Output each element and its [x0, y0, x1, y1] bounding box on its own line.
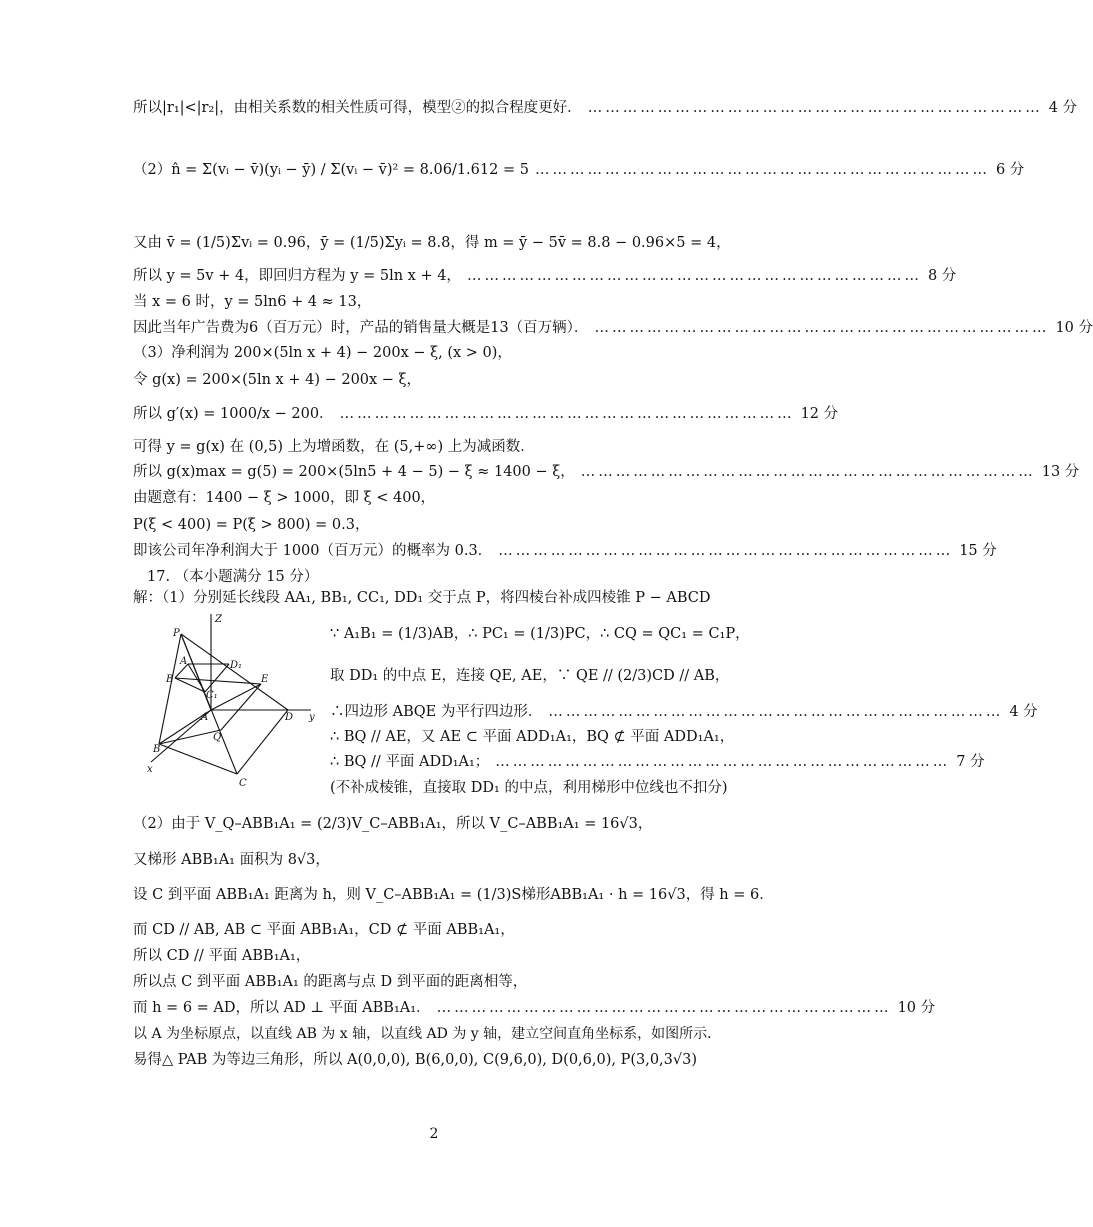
text-line: [133, 404, 839, 424]
page-number: 2: [429, 1126, 439, 1142]
text-line: [133, 1050, 741, 1070]
line-text: (不补成棱锥，直接取 DD₁ 的中点，利用梯形中位线也不扣分): [330, 780, 728, 796]
line-text: （2）n̂ = Σ(vᵢ − v̄)(yᵢ − ȳ) / Σ(vᵢ − v̄)² = 8.06/1.612 = 5: [133, 162, 529, 178]
label-b: B: [153, 744, 161, 755]
label-a1: A: [180, 656, 188, 667]
text-line: [133, 588, 741, 608]
line-text: ∴四边形 ABQE 为平行四边形．: [330, 704, 543, 720]
label-c: C: [239, 778, 247, 789]
text-line: [133, 920, 741, 940]
text-line: [133, 318, 1093, 338]
edge-bq: [159, 730, 221, 744]
text-line: [133, 885, 774, 905]
line-text: 所以 g′(x) = 1000/x − 200．: [133, 406, 334, 422]
text-line: [133, 541, 997, 561]
line-text: ∴ BQ // AE，又 AE ⊂ 平面 ADD₁A₁，BQ ⊄ 平面 ADD₁A₁，: [330, 729, 735, 745]
label-c1: C₁: [206, 690, 218, 701]
leader-dots: ……………………………………………………………………: [580, 464, 1036, 480]
line-text: 当 x = 6 时，y = 5ln6 + 4 ≈ 13，: [133, 294, 372, 310]
text-line: [133, 1024, 741, 1044]
text-line: [133, 98, 1078, 118]
label-x: x: [147, 764, 153, 775]
text-line: [133, 814, 741, 834]
line-text: 又由 v̄ = (1/5)Σvᵢ = 0.96，ȳ = (1/5)Σyᵢ = 8.8，得 m = ȳ − 5v̄ = 8.8 − 0.96×5 = 4，: [133, 235, 731, 251]
line-text: 易得△ PAB 为等边三角形，所以 A(0,0,0), B(6,0,0), C(9,6,0), D(0,6,0), P(3,0,3√3): [133, 1052, 698, 1068]
leader-dots: ……………………………………………………………………: [594, 320, 1050, 336]
text-line: [133, 343, 741, 363]
text-line: [133, 266, 957, 286]
label-z: Z: [215, 614, 222, 625]
edge-pb: [159, 634, 181, 744]
text-line: [133, 437, 741, 457]
text-line: [133, 515, 741, 535]
label-b1: B: [166, 674, 174, 685]
text-line: [330, 624, 750, 644]
formula-line: [133, 160, 1025, 180]
text-line: [330, 666, 741, 686]
line-text: 令 g(x) = 200×(5ln x + 4) − 200x − ξ，: [133, 372, 422, 388]
leader-dots: ……………………………………………………………………: [436, 1000, 892, 1016]
text-line: [133, 998, 936, 1018]
line-text: 而 CD // AB, AB ⊂ 平面 ABB₁A₁，CD ⊄ 平面 ABB₁A₁，: [133, 922, 515, 938]
text-line: [330, 727, 741, 747]
line-text: 即该公司年净利润大于 1000（百万元）的概率为 0.3．: [133, 543, 493, 559]
line-text: 由题意有：1400 − ξ > 1000，即 ξ < 400，: [133, 490, 436, 506]
score-label: 4 分: [1009, 704, 1038, 720]
edge-bc: [159, 744, 237, 774]
score-label: 15 分: [959, 543, 997, 559]
label-q: Q: [213, 732, 222, 743]
score-label: 6 分: [995, 162, 1025, 178]
score-label: 12 分: [800, 406, 839, 422]
label-d1: D₁: [230, 660, 243, 671]
score-label: 10 分: [897, 1000, 936, 1016]
leader-dots: ……………………………………………………………………: [587, 100, 1043, 116]
text-line: [133, 972, 741, 992]
note-line: [330, 778, 750, 798]
leader-dots: ……………………………………………………………………: [495, 754, 951, 770]
score-label: 13 分: [1041, 464, 1080, 480]
line-text: ∴ BQ // 平面 ADD₁A₁；: [330, 754, 490, 770]
line-text: 取 DD₁ 的中点 E，连接 QE, AE，∵ QE // (2/3)CD // AB，: [330, 668, 730, 684]
text-line: [133, 462, 1080, 482]
line-text: 所以 y = 5v + 4，即回归方程为 y = 5ln x + 4，: [133, 268, 461, 284]
leader-dots: ……………………………………………………………………: [548, 704, 1004, 720]
line-text: 设 C 到平面 ABB₁A₁ 距离为 h，则 V_C–ABB₁A₁ = (1/3)S梯形ABB₁A₁ · h = 16√3，得 h = 6．: [133, 887, 774, 903]
text-line: [133, 370, 741, 390]
line-text: 解：（1）分别延长线段 AA₁, BB₁, CC₁, DD₁ 交于点 P，将四棱台补成四棱锥 P − ABCD: [133, 590, 711, 606]
edge-cd: [237, 710, 288, 774]
label-e: E: [261, 674, 269, 685]
leader-dots: ……………………………………………………………………: [339, 406, 795, 422]
line-text: 又梯形 ABB₁A₁ 面积为 8√3，: [133, 852, 330, 868]
edge-c1d1: [205, 664, 229, 692]
label-y: y: [309, 712, 315, 723]
line-text: 可得 y = g(x) 在 (0,5) 上为增函数，在 (5,+∞) 上为减函数．: [133, 439, 535, 455]
leader-dots: ……………………………………………………………………: [534, 162, 990, 178]
text-line: [330, 752, 985, 772]
line-text: 所以点 C 到平面 ABB₁A₁ 的距离与点 D 到平面的距离相等，: [133, 974, 528, 990]
line-text: 所以|r₁|<|r₂|，由相关系数的相关性质可得，模型②的拟合程度更好．: [133, 100, 582, 116]
text-line: [133, 488, 741, 508]
label-d: D: [285, 712, 294, 723]
question-heading: 17. （本小题满分 15 分）: [147, 569, 319, 585]
line-text: 所以 CD // 平面 ABB₁A₁，: [133, 948, 311, 964]
edge-pd: [181, 634, 288, 710]
line-text: ∵ A₁B₁ = (1/3)AB，∴ PC₁ = (1/3)PC，∴ CQ = QC₁ = C₁P，: [330, 626, 750, 642]
label-a: A: [201, 712, 209, 723]
edge-qe: [221, 684, 261, 730]
line-text: （3）净利润为 200×(5ln x + 4) − 200x − ξ, (x > 0)，: [133, 345, 512, 361]
line-text: 而 h = 6 = AD，所以 AD ⊥ 平面 ABB₁A₁．: [133, 1000, 431, 1016]
leader-dots: ……………………………………………………………………: [466, 268, 922, 284]
line-text: 以 A 为坐标原点，以直线 AB 为 x 轴，以直线 AD 为 y 轴，建立空间直角坐标系，如图所示．: [133, 1026, 722, 1042]
text-line: [133, 292, 741, 312]
line-text: 因此当年广告费为6（百万元）时，产品的销售量大概是13（百万辆）．: [133, 320, 589, 336]
text-line: [133, 946, 741, 966]
line-text: P(ξ < 400) = P(ξ > 800) = 0.3，: [133, 517, 370, 533]
line-text: 所以 g(x)max = g(5) = 200×(5ln5 + 4 − 5) − ξ ≈ 1400 − ξ，: [133, 464, 575, 480]
leader-dots: ……………………………………………………………………: [498, 543, 954, 559]
score-label: 7 分: [956, 754, 985, 770]
line-text: （2）由于 V_Q–ABB₁A₁ = (2/3)V_C–ABB₁A₁，所以 V_C–ABB₁A₁ = 16√3，: [133, 816, 653, 832]
score-label: 10 分: [1055, 320, 1093, 336]
text-line: [133, 233, 741, 253]
label-p: P: [173, 628, 180, 639]
geometry-figure: [133, 612, 333, 790]
score-label: 4 分: [1048, 100, 1078, 116]
text-line: [330, 702, 1038, 722]
text-line: [133, 850, 741, 870]
score-label: 8 分: [927, 268, 957, 284]
edge-ae: [211, 684, 261, 710]
